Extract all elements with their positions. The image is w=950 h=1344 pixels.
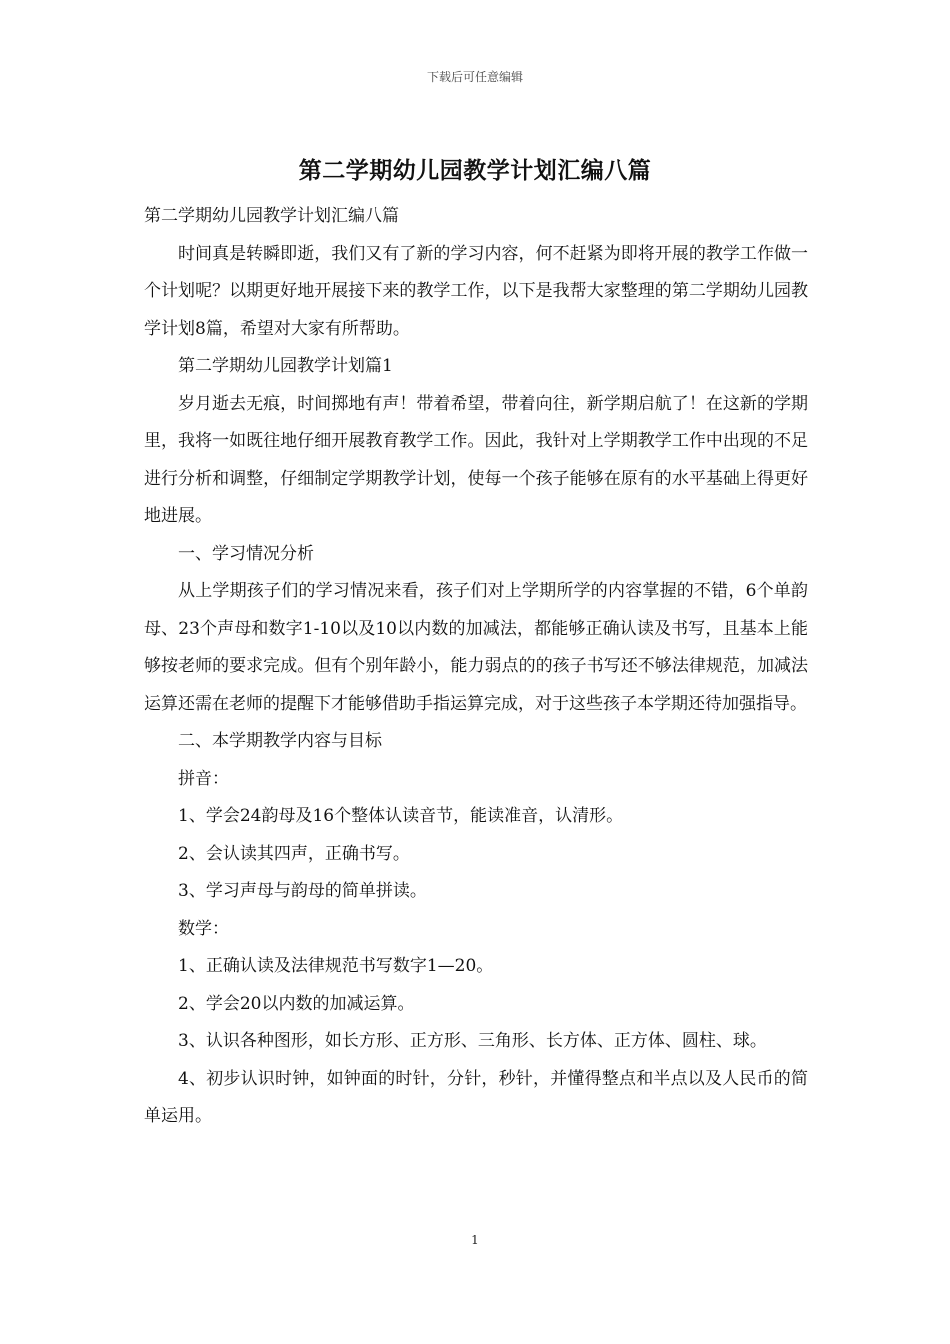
list-item: 4、初步认识时钟，如钟面的时针，分针，秒针，并懂得整点和半点以及人民币的简单运用。 [144, 1068, 808, 1126]
list-item: 1、正确认读及法律规范书写数字1—20。 [178, 956, 494, 976]
body-paragraph-intro: 时间真是转瞬即逝，我们又有了新的学习内容，何不赶紧为即将开展的教学工作做一个计划呢？以期更好地开展接下来的教学工作，以下是我帮大家整理的第二学期幼儿园教学计划8篇，希望对大家有所帮助。 [144, 243, 808, 339]
subsection-label-pinyin: 拼音： [178, 768, 229, 789]
document-title: 第二学期幼儿园教学计划汇编八篇 [298, 157, 652, 184]
list-item: 2、学会20以内数的加减运算。 [178, 993, 415, 1014]
list-item: 3、认识各种图形，如长方形、正方形、三角形、长方体、正方体、圆柱、球。 [178, 1031, 767, 1051]
section-heading-analysis: 一、学习情况分析 [178, 543, 314, 564]
subsection-label-math: 数学： [178, 918, 229, 939]
body-paragraph: 岁月逝去无痕，时间掷地有声！带着希望，带着向往，新学期启航了！在这新的学期里，我将一如既往地仔细开展教育教学工作。因此，我针对上学期教学工作中出现的不足进行分析和调整，仔细制定学期教学计划，使每一个孩子能够在原有的水平基础上得更好地进展。 [144, 393, 808, 526]
list-item: 3、学习声母与韵母的简单拼读。 [178, 881, 427, 901]
list-item: 1、学会24韵母及16个整体认读音节，能读准音，认清形。 [178, 806, 624, 826]
document-body [144, 198, 808, 1136]
list-item: 2、会认读其四声，正确书写。 [178, 843, 410, 864]
body-paragraph-subtitle: 第二学期幼儿园教学计划汇编八篇 [144, 206, 399, 226]
section-heading-goals: 二、本学期教学内容与目标 [178, 731, 382, 751]
section-heading-plan-1: 第二学期幼儿园教学计划篇1 [178, 356, 393, 376]
body-paragraph: 从上学期孩子们的学习情况来看，孩子们对上学期所学的内容掌握的不错，6个单韵母、23个声母和数字1-10以及10以内数的加减法，都能够正确认读及书写，且基本上能够按老师的要求完成。但有个别年龄小，能力弱点的的孩子书写还不够法律规范，加减法运算还需在老师的提醒下才能够借助手指运算完成，对于这些孩子本学期还待加强指导。 [144, 581, 808, 714]
page-number: 1 [471, 1233, 479, 1247]
page-header-note: 下载后可任意编辑 [426, 70, 523, 84]
